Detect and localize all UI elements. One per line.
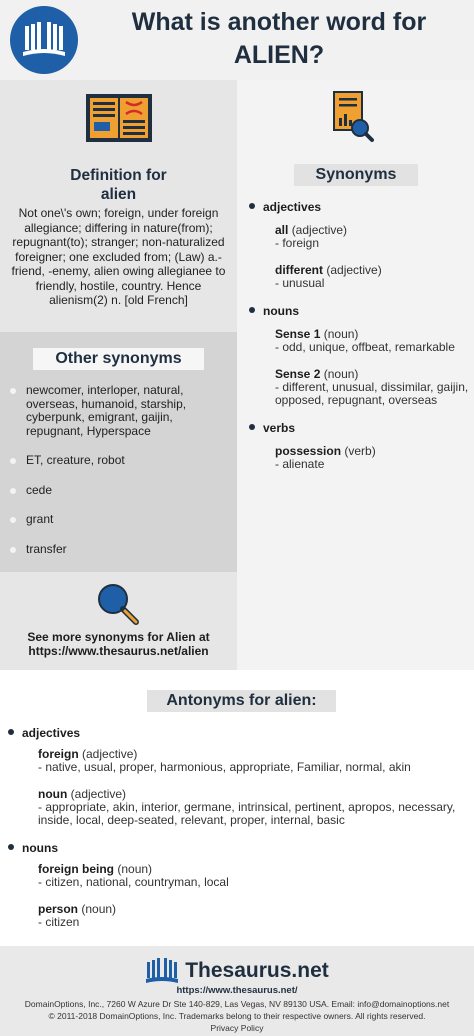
see-more-url[interactable]: https://www.thesaurus.net/alien: [28, 644, 209, 658]
other-synonym-item[interactable]: ET, creature, robot: [10, 454, 230, 468]
sense-tag: (noun): [81, 902, 117, 916]
sense-tag: (adjective): [291, 223, 348, 237]
sense-term[interactable]: person: [38, 902, 79, 916]
pos-label: verbs: [249, 421, 469, 435]
page-title: [84, 6, 474, 72]
footer-url[interactable]: https://www.thesaurus.net/: [176, 985, 298, 996]
antonyms-heading: Antonyms for alien:: [147, 690, 336, 712]
book-logo-icon: [21, 20, 67, 60]
synonyms-heading: Synonyms: [294, 164, 418, 186]
sense-entry: [8, 863, 468, 889]
page-footer: [0, 946, 474, 1036]
other-synonym-item[interactable]: grant: [10, 513, 230, 527]
pos-label: adjectives: [8, 726, 468, 740]
open-book-icon: [84, 90, 154, 148]
sense-words[interactable]: - native, usual, proper, harmonious, appropriate, Familiar, normal, akin: [38, 760, 411, 774]
sense-term[interactable]: different: [275, 263, 323, 277]
sense-term[interactable]: possession: [275, 444, 342, 458]
sense-words[interactable]: - odd, unique, offbeat, remarkable: [275, 340, 455, 354]
sense-words[interactable]: - unusual: [275, 276, 325, 290]
book-logo-icon: [145, 958, 179, 984]
sense-entry: [249, 328, 469, 354]
sense-entry: [8, 788, 468, 827]
other-synonyms-heading: Other synonyms: [33, 348, 204, 370]
sense-words[interactable]: - citizen: [38, 915, 80, 929]
see-more-panel: [0, 572, 237, 670]
magnifying-glass-icon: [96, 582, 142, 626]
sense-tag: (noun): [323, 367, 359, 381]
definition-heading: [0, 166, 237, 204]
privacy-policy-link[interactable]: Privacy Policy: [210, 1023, 264, 1033]
page-title-line1: What is another word for: [131, 8, 427, 36]
other-synonyms-list: [10, 384, 230, 572]
other-synonym-item[interactable]: transfer: [10, 543, 230, 557]
synonyms-panel: [237, 80, 474, 670]
page-header: [0, 0, 474, 80]
page-title-line2: ALIEN?: [233, 41, 325, 69]
footer-brand[interactable]: [0, 958, 474, 984]
pos-label: nouns: [249, 304, 469, 318]
pos-label: nouns: [8, 841, 468, 855]
sense-words[interactable]: - foreign: [275, 236, 320, 250]
sense-tag: (verb): [344, 444, 376, 458]
sense-tag: (adjective): [82, 747, 138, 761]
site-logo[interactable]: [10, 6, 78, 74]
sense-words[interactable]: - different, unusual, dissimilar, gaijin, opposed, repugnant, overseas: [275, 380, 469, 407]
sense-term[interactable]: all: [275, 223, 289, 237]
definition-text: Not one\'s own; foreign, under foreign allegiance; differing in nature(from); repugnant(to); stranger; non-naturalized foreigner; one excluded from; (Law) a.-friend, -enemy, alien owing allegianee to friendly, hostile, country. Hence alienism(2) n. [old French]: [11, 206, 226, 307]
sense-words[interactable]: - appropriate, akin, interior, germane, intrinsical, pertinent, apropos, necessary, inside, local, deep-seated, relevant, proper, internal, basic: [38, 800, 456, 827]
sense-entry: [249, 264, 469, 290]
sense-tag: (adjective): [326, 263, 382, 277]
document-magnifier-icon: [330, 90, 376, 144]
sense-words[interactable]: - citizen, national, countryman, local: [38, 875, 229, 889]
sense-words[interactable]: - alienate: [275, 457, 325, 471]
sense-entry: [8, 903, 468, 929]
footer-address: DomainOptions, Inc., 7260 W Azure Dr Ste 140-829, Las Vegas, NV 89130 USA. Email: info@domainoptions.net: [24, 999, 450, 1009]
footer-brand-name: Thesaurus.net: [185, 959, 329, 982]
synonyms-list: [249, 200, 469, 485]
other-synonym-item[interactable]: cede: [10, 484, 230, 498]
footer-copyright: © 2011-2018 DomainOptions, Inc. Trademarks belong to their respective owners. All rights reserved.: [48, 1011, 426, 1021]
sense-term[interactable]: Sense 2: [275, 367, 321, 381]
sense-tag: (adjective): [70, 787, 127, 801]
definition-heading-line1: Definition for: [70, 167, 167, 184]
sense-term[interactable]: Sense 1: [275, 327, 321, 341]
see-more-link[interactable]: [0, 630, 237, 658]
left-column: [0, 80, 237, 670]
definition-panel: [0, 80, 237, 332]
sense-entry: [8, 748, 468, 774]
sense-entry: [249, 224, 469, 250]
antonyms-list: [8, 726, 468, 943]
other-synonyms-panel: [0, 332, 237, 572]
pos-label: adjectives: [249, 200, 469, 214]
sense-entry: [249, 445, 469, 471]
other-synonym-item[interactable]: newcomer, interloper, natural, overseas, humanoid, starship, cyberpunk, emigrant, gaijin, repugnant, Hyperspace: [10, 384, 230, 438]
sense-tag: (noun): [117, 862, 153, 876]
sense-term[interactable]: noun: [38, 787, 68, 801]
definition-heading-line2: alien: [100, 186, 137, 203]
sense-entry: [249, 368, 469, 407]
sense-term[interactable]: foreign being: [38, 862, 114, 876]
sense-tag: (noun): [323, 327, 359, 341]
sense-term[interactable]: foreign: [38, 747, 79, 761]
see-more-line1: See more synonyms for Alien at: [27, 630, 210, 644]
